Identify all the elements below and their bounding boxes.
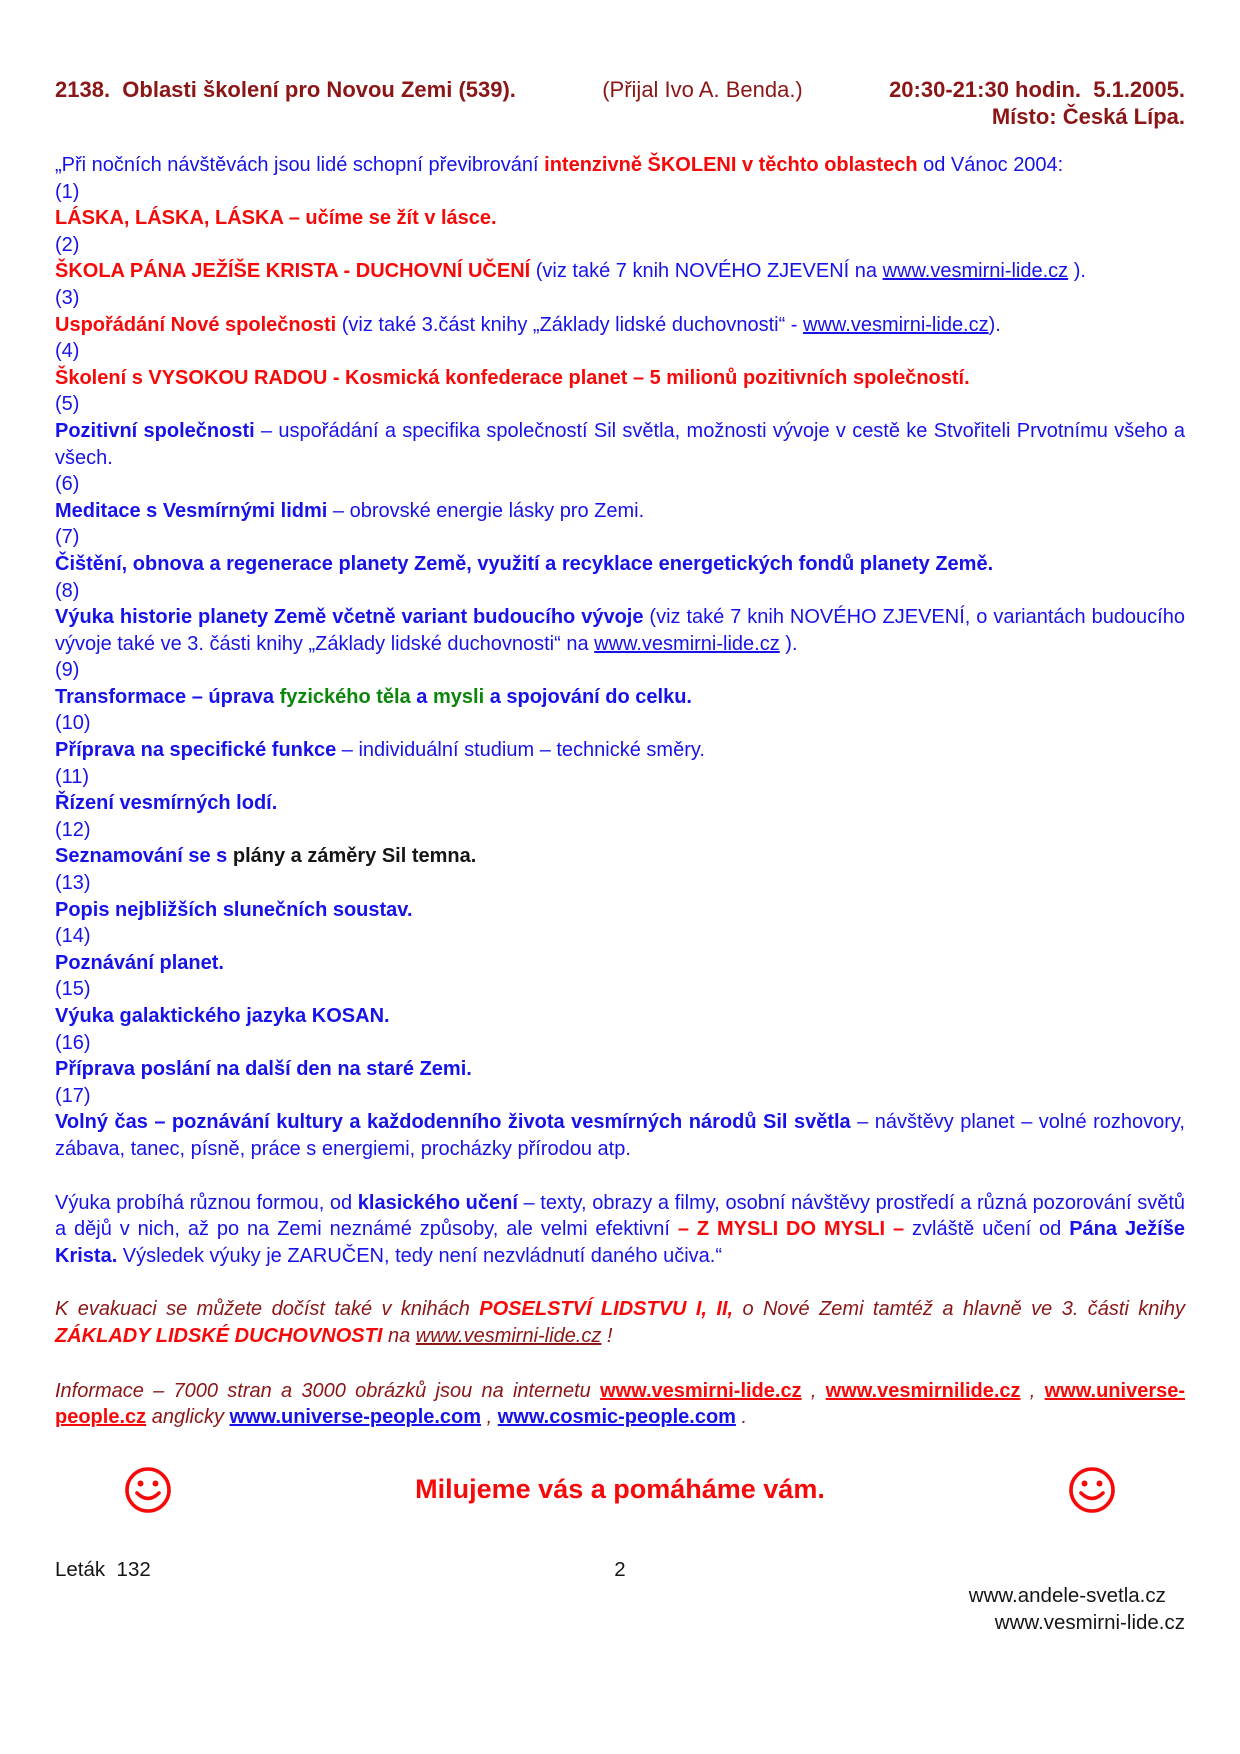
text-segment: – texty, obrazy a filmy, osobní návštěvy prostředí a různá pozorování světů a dějů v nich, až po na Zemi neznámé způsoby, ale velmi efektivní	[55, 1191, 1186, 1241]
text-segment: .	[735, 1406, 748, 1429]
item-4-number	[55, 338, 1185, 365]
text-segment: Volný čas – poznávání kultury a každodenního života vesmírných národů Sil světla	[55, 1111, 851, 1134]
text-segment: „Při nočních návštěvách jsou lidé schopní převibrování	[55, 154, 545, 176]
item-10-text	[55, 737, 1185, 764]
text-segment: Transformace – úprava	[55, 685, 280, 708]
item-4-text	[55, 365, 1185, 392]
link[interactable]: www.vesmirnilide.cz	[825, 1379, 1021, 1402]
text-segment: ).	[1068, 260, 1086, 283]
item-7-text	[55, 551, 1185, 578]
link[interactable]: www.vesmirni-lide.cz	[882, 260, 1069, 283]
text-segment: a	[410, 685, 433, 708]
text-segment: a spojování do celku.	[484, 685, 692, 708]
text-segment: ZÁKLADY LIDSKÉ DUCHOVNOSTI	[55, 1324, 383, 1347]
time-date: 20:30-21:30 hodin. 5.1.2005.	[889, 77, 1185, 102]
text-segment: Výuka historie planety Země včetně variant budoucího vývoje	[55, 606, 644, 629]
item-11-text	[55, 790, 1185, 817]
text-segment: o Nové Zemi tamtéž a hlavně ve 3. části knihy	[733, 1298, 1185, 1321]
link[interactable]: www.universe-people.cz	[55, 1379, 1186, 1429]
item-9-number	[55, 657, 1185, 684]
document-body	[55, 152, 1185, 1431]
text-segment: Řízení vesmírných lodí.	[55, 792, 278, 815]
evacuation-paragraph	[55, 1296, 1185, 1349]
item-17-text	[55, 1109, 1185, 1162]
text-segment: Meditace s Vesmírnými lidmi	[55, 499, 328, 522]
item-12-text	[55, 843, 1185, 870]
spacer	[55, 1269, 1185, 1296]
item-3-number	[55, 285, 1185, 312]
text-segment: (17)	[55, 1084, 91, 1107]
item-7-number	[55, 524, 1185, 551]
place-line: Místo: Česká Lípa.	[991, 104, 1185, 129]
smiley-icon	[123, 1465, 173, 1515]
item-17-number	[55, 1083, 1185, 1110]
spacer	[55, 1163, 1185, 1190]
text-segment: ,	[1020, 1379, 1045, 1402]
item-15-number	[55, 976, 1185, 1003]
text-segment: – návštěvy planet – volné rozhovory, zábava, tanec, písně, práce s energiemi, procházky přírodou atp.	[55, 1111, 1185, 1160]
text-segment: (14)	[55, 925, 91, 948]
spacer	[55, 1350, 1185, 1378]
text-segment: (11)	[55, 765, 90, 788]
text-segment: (7)	[55, 526, 80, 549]
link[interactable]: www.vesmirni-lide.cz	[600, 1379, 802, 1402]
text-segment: (1)	[55, 180, 80, 203]
link[interactable]: www.universe-people.com	[229, 1406, 482, 1429]
footer-urls	[935, 1557, 1185, 1663]
text-segment: – individuální studium – technické směry.	[336, 739, 705, 762]
item-14-number	[55, 923, 1185, 950]
text-segment: (3)	[55, 286, 80, 309]
item-13-number	[55, 870, 1185, 897]
footer-url-2: www.vesmirni-lide.cz	[994, 1610, 1185, 1634]
text-segment: (4)	[55, 340, 80, 363]
text-segment: od Vánoc 2004:	[917, 154, 1064, 176]
item-9-text	[55, 684, 1185, 711]
text-segment: plány a záměry Sil temna.	[232, 845, 477, 868]
text-segment: Čištění, obnova a regenerace planety Země, využití a recyklace energetických fondů planety Země.	[55, 552, 994, 575]
text-segment: ,	[481, 1406, 498, 1429]
text-segment: (viz také 7 knih NOVÉHO ZJEVENÍ na	[530, 260, 883, 283]
item-8-number	[55, 578, 1185, 605]
item-14-text	[55, 950, 1185, 977]
text-segment: Seznamování se s	[55, 845, 233, 868]
doc-number-title: 2138. Oblasti školení pro Novou Zemi (539).	[55, 77, 516, 102]
document-header	[55, 76, 1185, 103]
text-segment: (12)	[55, 818, 91, 841]
smiley-icon	[1067, 1465, 1117, 1515]
text-segment: mysli	[432, 685, 485, 708]
item-6-text	[55, 498, 1185, 525]
item-16-number	[55, 1030, 1185, 1057]
item-1-number	[55, 179, 1185, 206]
text-segment: !	[601, 1324, 613, 1347]
item-3-text	[55, 312, 1185, 339]
text-segment: – uspořádání a specifika společností Sil světla, možnosti vývoje v cestě ke Stvořiteli Prvotnímu všeho a všech.	[55, 419, 1186, 469]
text-segment: Uspořádání Nové společnosti	[55, 313, 337, 336]
text-segment: zvláště učení od	[904, 1218, 1070, 1241]
item-2-number	[55, 232, 1185, 259]
text-segment: intenzivně ŠKOLENI v těchto oblastech	[544, 154, 918, 176]
footer-leaflet-number: Leták 132	[55, 1557, 151, 1581]
item-2-text	[55, 258, 1185, 285]
item-12-number	[55, 817, 1185, 844]
text-segment: (13)	[55, 872, 91, 895]
footer-url-1: www.andele-svetla.cz	[968, 1584, 1166, 1608]
text-segment: Pána Ježíše Krista.	[55, 1218, 1185, 1267]
text-segment: ŠKOLA PÁNA JEŽÍŠE KRISTA - DUCHOVNÍ UČENÍ	[55, 260, 531, 283]
text-segment: (15)	[55, 978, 91, 1001]
page-footer	[55, 1557, 1185, 1634]
text-segment: (6)	[55, 473, 80, 496]
item-15-text	[55, 1003, 1185, 1030]
item-16-text	[55, 1056, 1185, 1083]
text-segment: Výuka galaktického jazyka KOSAN.	[55, 1005, 390, 1027]
item-8-text	[55, 604, 1185, 657]
text-segment: (viz také 3.část knihy „Základy lidské duchovnosti“ -	[336, 313, 804, 336]
text-segment: Informace – 7000 stran a 3000 obrázků jsou na internetu	[55, 1379, 601, 1402]
text-segment: – Z MYSLI DO MYSLI –	[677, 1218, 905, 1241]
item-6-number	[55, 471, 1185, 498]
text-segment: (9)	[55, 659, 80, 682]
link[interactable]: www.vesmirni-lide.cz	[594, 632, 780, 655]
text-segment: ).	[779, 632, 798, 655]
teaching-method-paragraph	[55, 1190, 1185, 1270]
item-1-text	[55, 205, 1185, 232]
text-segment: Poznávání planet.	[55, 951, 224, 974]
text-segment: Příprava na specifické funkce	[55, 739, 337, 762]
text-segment: Výuka probíhá různou formou, od	[55, 1191, 358, 1214]
closing-message: Milujeme vás a pomáháme vám.	[415, 1474, 825, 1505]
received-by: (Přijal Ivo A. Benda.)	[602, 77, 803, 102]
item-11-number	[55, 764, 1185, 791]
text-segment: (16)	[55, 1031, 91, 1054]
text-segment: Pozitivní společnosti	[55, 419, 255, 442]
text-segment: K evakuaci se můžete dočíst také v knihách	[55, 1298, 480, 1321]
text-segment: Školení s VYSOKOU RADOU - Kosmická konfederace planet – 5 milionů pozitivních společností.	[55, 366, 970, 389]
text-segment: na	[382, 1324, 416, 1347]
info-paragraph	[55, 1378, 1185, 1431]
link[interactable]: www.cosmic-people.com	[497, 1406, 736, 1429]
text-segment: fyzického těla	[279, 685, 411, 708]
text-segment: Příprava poslání na další den na staré Zemi.	[55, 1058, 472, 1081]
link[interactable]: www.vesmirni-lide.cz	[803, 313, 989, 336]
text-segment: – obrovské energie lásky pro Zemi.	[327, 499, 645, 522]
closing-row	[55, 1465, 1185, 1515]
footer-page-number: 2	[614, 1557, 626, 1581]
intro-paragraph	[55, 152, 1185, 179]
item-5-number	[55, 391, 1185, 418]
text-segment: Popis nejbližších slunečních soustav.	[55, 898, 413, 921]
item-13-text	[55, 897, 1185, 924]
text-segment: (5)	[55, 393, 80, 416]
text-segment: (8)	[55, 579, 80, 602]
item-5-text	[55, 418, 1185, 471]
text-segment: ).	[988, 313, 1001, 336]
text-segment: LÁSKA, LÁSKA, LÁSKA – učíme se žít v lásce.	[55, 207, 497, 230]
text-segment: klasického učení	[357, 1191, 518, 1214]
text-segment: POSELSTVÍ LIDSTVU I, II,	[479, 1298, 734, 1321]
text-segment: (2)	[55, 233, 80, 256]
text-segment: ,	[801, 1379, 826, 1402]
item-10-number	[55, 710, 1185, 737]
text-segment: Výsledek výuky je ZARUČEN, tedy není nezvládnutí daného učiva.“	[117, 1244, 722, 1267]
link[interactable]: www.vesmirni-lide.cz	[415, 1324, 602, 1347]
text-segment: (viz také 7 knih NOVÉHO ZJEVENÍ, o variantách budoucího vývoje také ve 3. části knihy „Základy lidské duchovnosti“ na	[55, 606, 1185, 655]
text-segment: anglicky	[146, 1406, 230, 1429]
text-segment: (10)	[55, 712, 91, 735]
